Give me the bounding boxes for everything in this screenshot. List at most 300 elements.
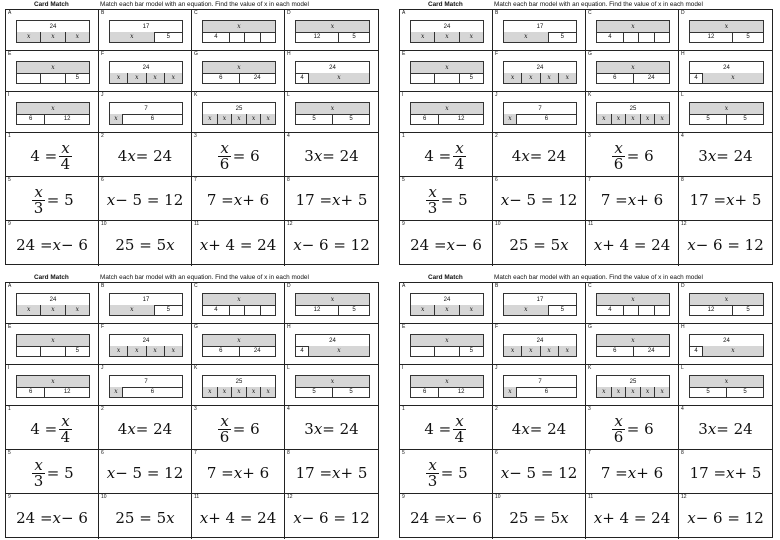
equation-card[interactable] bbox=[285, 450, 378, 494]
bar-model-card[interactable] bbox=[586, 365, 679, 406]
bar-segment: x bbox=[17, 376, 89, 387]
equation bbox=[679, 221, 772, 266]
bar-model-card[interactable] bbox=[400, 283, 493, 324]
bar-parts-row bbox=[110, 387, 182, 397]
equation-right: − 6 bbox=[61, 509, 88, 527]
bar-model bbox=[202, 102, 276, 125]
card-label: 8 bbox=[681, 177, 684, 183]
bar-model-card[interactable] bbox=[6, 324, 99, 365]
bar-parts-row bbox=[411, 387, 483, 397]
bar-model bbox=[596, 61, 670, 84]
equation-card[interactable] bbox=[679, 133, 772, 177]
bar-segment: x bbox=[411, 62, 483, 73]
bar-segment: x bbox=[522, 73, 540, 83]
equation-card[interactable] bbox=[586, 406, 679, 450]
equation-right: − 6 = 12 bbox=[695, 236, 764, 254]
bar-segment: x bbox=[66, 305, 89, 315]
bar-model bbox=[295, 375, 370, 398]
bar-segment: 12 bbox=[690, 32, 733, 42]
worksheet-title: Card Match bbox=[34, 274, 69, 281]
fraction bbox=[32, 455, 44, 490]
bar-segment: 24 bbox=[49, 23, 57, 30]
bar-segment: x bbox=[504, 346, 522, 356]
equation-card[interactable] bbox=[493, 177, 586, 221]
bar-segment: x bbox=[522, 346, 540, 356]
equation-card[interactable] bbox=[400, 406, 493, 450]
bar-segment: 4 bbox=[296, 346, 309, 356]
variable: x bbox=[34, 182, 43, 201]
variable: x bbox=[521, 420, 530, 438]
bar-segment: x bbox=[411, 32, 435, 42]
equation-card[interactable] bbox=[586, 221, 679, 266]
bar-model-card[interactable] bbox=[99, 365, 192, 406]
bar-model-card[interactable] bbox=[99, 283, 192, 324]
equation bbox=[192, 221, 284, 266]
bar-parts-row bbox=[504, 73, 576, 83]
bar-model-card[interactable] bbox=[6, 365, 99, 406]
variable: x bbox=[52, 509, 61, 527]
equation-card[interactable] bbox=[400, 494, 493, 539]
variable: x bbox=[560, 509, 569, 527]
equation-card[interactable] bbox=[99, 177, 192, 221]
bar-model-card[interactable] bbox=[285, 10, 378, 51]
bar-model-card[interactable] bbox=[493, 324, 586, 365]
bar-segment: 24 bbox=[443, 23, 451, 30]
equation-left: 17 = bbox=[689, 464, 727, 482]
bar-parts-row bbox=[17, 346, 89, 356]
equation-card[interactable] bbox=[285, 494, 378, 539]
variable: x bbox=[446, 509, 455, 527]
bar-parts-row bbox=[690, 114, 763, 124]
worksheet-copy bbox=[394, 0, 774, 265]
bar-model-card[interactable] bbox=[679, 365, 772, 406]
equation-card[interactable] bbox=[285, 133, 378, 177]
bar-segment: x bbox=[626, 387, 641, 397]
bar-segment bbox=[411, 346, 435, 356]
bar-segment: 4 bbox=[597, 32, 624, 42]
variable: x bbox=[199, 236, 209, 254]
bar-model bbox=[596, 20, 670, 43]
bar-model-card[interactable] bbox=[493, 365, 586, 406]
equation-right: = 5 bbox=[46, 464, 74, 482]
card-label: I bbox=[8, 92, 10, 98]
card-label: I bbox=[402, 92, 404, 98]
equation-card[interactable] bbox=[679, 221, 772, 266]
equation bbox=[6, 177, 98, 220]
bar-segment: 5 bbox=[690, 114, 727, 124]
card-label: 1 bbox=[402, 133, 405, 139]
equation-card[interactable] bbox=[586, 133, 679, 177]
equation-card[interactable] bbox=[6, 177, 99, 221]
equation-card[interactable] bbox=[192, 177, 285, 221]
bar-model bbox=[410, 61, 484, 84]
bar-model-card[interactable] bbox=[6, 51, 99, 92]
variable: x bbox=[707, 147, 717, 165]
bar-parts-row bbox=[690, 346, 763, 356]
card-label: 5 bbox=[8, 177, 11, 183]
bar-model-card[interactable] bbox=[99, 51, 192, 92]
equation-card[interactable] bbox=[493, 133, 586, 177]
bar-model-card[interactable] bbox=[400, 365, 493, 406]
bar-segment: x bbox=[41, 305, 65, 315]
bar-segment: 24 bbox=[723, 337, 730, 344]
equation-card[interactable] bbox=[6, 406, 99, 450]
bar-segment: x bbox=[147, 346, 165, 356]
equation-card[interactable] bbox=[493, 494, 586, 539]
equation-card[interactable] bbox=[99, 450, 192, 494]
bar-model-card[interactable] bbox=[285, 283, 378, 324]
fraction-denominator: 4 bbox=[454, 154, 465, 173]
bar-parts-row bbox=[110, 346, 182, 356]
bar-segment: 5 bbox=[166, 307, 171, 313]
bar-segment: 5 bbox=[352, 307, 356, 313]
bar-segment: 5 bbox=[690, 387, 727, 397]
variable: x bbox=[614, 138, 623, 157]
card-label: 1 bbox=[402, 406, 405, 412]
bar-model-card[interactable] bbox=[6, 10, 99, 51]
bar-model-card[interactable] bbox=[679, 324, 772, 365]
bar-segment bbox=[41, 346, 65, 356]
equation-right: = 24 bbox=[135, 420, 173, 438]
bar-parts-row bbox=[17, 73, 89, 83]
bar-segment: x bbox=[703, 73, 763, 83]
bar-model-card[interactable] bbox=[6, 92, 99, 133]
variable: x bbox=[233, 464, 243, 482]
equation-card[interactable] bbox=[493, 406, 586, 450]
bar-segment: 7 bbox=[538, 105, 542, 112]
bar-segment: 6 bbox=[411, 114, 439, 124]
bar-segment: 12 bbox=[63, 116, 71, 122]
variable: x bbox=[687, 236, 696, 254]
bar-segment: x bbox=[612, 387, 627, 397]
equation bbox=[99, 177, 191, 220]
equation-card[interactable] bbox=[285, 177, 378, 221]
equation-card[interactable] bbox=[6, 221, 99, 266]
bar-segment: x bbox=[128, 346, 146, 356]
bar-model-card[interactable] bbox=[586, 92, 679, 133]
equation-card[interactable] bbox=[99, 494, 192, 539]
bar-segment: 12 bbox=[296, 305, 339, 315]
equation bbox=[285, 221, 378, 266]
bar-segment bbox=[624, 305, 639, 315]
card-label: K bbox=[588, 92, 592, 98]
bar-parts-row bbox=[296, 114, 369, 124]
bar-segment: 6 bbox=[544, 116, 549, 122]
bar-segment: 12 bbox=[457, 389, 465, 395]
card-label: J bbox=[495, 365, 498, 371]
fraction bbox=[59, 138, 71, 173]
card-label: G bbox=[588, 324, 592, 330]
variable: x bbox=[500, 191, 510, 209]
bar-parts-row bbox=[203, 73, 275, 83]
equation-card[interactable] bbox=[192, 494, 285, 539]
bar-parts-row bbox=[597, 305, 669, 315]
card-label: D bbox=[681, 10, 685, 16]
equation-right: + 5 bbox=[340, 464, 368, 482]
equation-card[interactable] bbox=[6, 494, 99, 539]
fraction bbox=[426, 182, 438, 217]
bar-segment: x bbox=[261, 387, 275, 397]
bar-model-card[interactable] bbox=[679, 51, 772, 92]
bar-parts-row bbox=[17, 387, 89, 397]
equation-card[interactable] bbox=[285, 406, 378, 450]
bar-segment: x bbox=[203, 21, 275, 32]
equation bbox=[99, 133, 191, 176]
bar-model-card[interactable] bbox=[192, 92, 285, 133]
bar-segment: 5 bbox=[743, 116, 747, 122]
bar-segment: 24 bbox=[647, 75, 655, 81]
bar-model bbox=[109, 102, 183, 125]
bar-parts-row bbox=[690, 73, 763, 83]
bar-segment: x bbox=[504, 387, 517, 397]
bar-parts-row bbox=[17, 114, 89, 124]
bar-model-card[interactable] bbox=[400, 324, 493, 365]
card-label: 12 bbox=[287, 221, 293, 227]
equation-card[interactable] bbox=[99, 406, 192, 450]
bar-segment: x bbox=[504, 73, 522, 83]
bar-segment: x bbox=[641, 387, 656, 397]
bar-parts-row bbox=[597, 32, 669, 42]
bar-segment: 6 bbox=[17, 114, 45, 124]
bar-segment: x bbox=[612, 114, 627, 124]
bar-segment: 6 bbox=[544, 389, 549, 395]
equation bbox=[99, 450, 191, 493]
bar-segment: 12 bbox=[690, 305, 733, 315]
equation-left: 25 = 5 bbox=[115, 509, 167, 527]
bar-model-card[interactable] bbox=[493, 92, 586, 133]
bar-parts-row bbox=[411, 73, 483, 83]
equation bbox=[493, 221, 585, 266]
bar-parts-row bbox=[110, 114, 182, 124]
bar-model bbox=[202, 293, 276, 316]
bar-model-card[interactable] bbox=[493, 51, 586, 92]
bar-segment: x bbox=[165, 73, 182, 83]
equation bbox=[400, 406, 492, 449]
equation-card[interactable] bbox=[99, 133, 192, 177]
card-label: 6 bbox=[101, 177, 104, 183]
bar-model-card[interactable] bbox=[586, 51, 679, 92]
card-label: 6 bbox=[495, 177, 498, 183]
card-label: K bbox=[194, 92, 198, 98]
bar-parts-row bbox=[690, 32, 763, 42]
equation-card[interactable] bbox=[679, 177, 772, 221]
card-label: H bbox=[681, 51, 685, 57]
variable: x bbox=[166, 236, 175, 254]
bar-model-card[interactable] bbox=[285, 51, 378, 92]
bar-segment: 24 bbox=[443, 296, 451, 303]
bar-model bbox=[109, 61, 183, 84]
equation bbox=[586, 450, 678, 493]
equation-left: 4 = bbox=[30, 147, 58, 165]
card-label: 9 bbox=[402, 494, 405, 500]
equation-card[interactable] bbox=[285, 221, 378, 266]
bar-model-card[interactable] bbox=[586, 10, 679, 51]
bar-model-card[interactable] bbox=[192, 324, 285, 365]
equation-card[interactable] bbox=[679, 450, 772, 494]
equation-left: 4 bbox=[511, 147, 522, 165]
bar-model-card[interactable] bbox=[99, 92, 192, 133]
equation-right: = 24 bbox=[529, 420, 567, 438]
variable: x bbox=[726, 191, 735, 209]
card-label: F bbox=[495, 324, 499, 330]
bar-segment: x bbox=[110, 387, 123, 397]
fraction-denominator: 3 bbox=[427, 471, 438, 490]
card-label: 5 bbox=[402, 177, 405, 183]
equation-card[interactable] bbox=[679, 406, 772, 450]
variable: x bbox=[106, 191, 116, 209]
equation-right: − 5 = 12 bbox=[115, 464, 184, 482]
bar-model-card[interactable] bbox=[493, 283, 586, 324]
equation-card[interactable] bbox=[192, 133, 285, 177]
bar-segment: x bbox=[655, 387, 669, 397]
bar-segment: 25 bbox=[629, 378, 637, 385]
card-label: H bbox=[287, 324, 291, 330]
card-label: 4 bbox=[681, 406, 684, 412]
card-label: 2 bbox=[101, 133, 104, 139]
card-label: B bbox=[101, 10, 105, 16]
card-label: B bbox=[495, 10, 499, 16]
bar-segment: x bbox=[597, 114, 612, 124]
card-label: 10 bbox=[101, 494, 107, 500]
bar-model-card[interactable] bbox=[192, 51, 285, 92]
bar-model-card[interactable] bbox=[192, 283, 285, 324]
bar-segment: x bbox=[232, 387, 247, 397]
card-label: 4 bbox=[287, 133, 290, 139]
card-label: E bbox=[402, 51, 406, 57]
bar-segment: x bbox=[435, 32, 459, 42]
equation-left: 4 bbox=[117, 420, 128, 438]
variable: x bbox=[446, 236, 455, 254]
equation bbox=[493, 450, 585, 493]
equation bbox=[400, 450, 492, 493]
bar-model-card[interactable] bbox=[192, 10, 285, 51]
bar-model-card[interactable] bbox=[679, 92, 772, 133]
bar-segment: 5 bbox=[75, 348, 79, 354]
equation bbox=[99, 406, 191, 449]
card-label: C bbox=[194, 283, 198, 289]
bar-model-card[interactable] bbox=[586, 324, 679, 365]
bar-segment bbox=[261, 305, 275, 315]
bar-model-card[interactable] bbox=[192, 365, 285, 406]
bar-model-card[interactable] bbox=[6, 283, 99, 324]
bar-model-card[interactable] bbox=[99, 10, 192, 51]
bar-model bbox=[295, 102, 370, 125]
equation-left: 17 = bbox=[689, 191, 727, 209]
bar-model-card[interactable] bbox=[285, 92, 378, 133]
equation-card[interactable] bbox=[400, 221, 493, 266]
bar-segment: x bbox=[261, 114, 275, 124]
card-label: D bbox=[287, 283, 291, 289]
bar-parts-row bbox=[411, 346, 483, 356]
bar-model bbox=[16, 20, 90, 43]
bar-segment: x bbox=[309, 73, 369, 83]
variable: x bbox=[61, 138, 70, 157]
equation-card[interactable] bbox=[679, 494, 772, 539]
equation-card[interactable] bbox=[586, 450, 679, 494]
card-label: 10 bbox=[101, 221, 107, 227]
bar-segment: x bbox=[641, 114, 656, 124]
bar-segment: x bbox=[541, 346, 559, 356]
equation-left: 17 = bbox=[295, 191, 333, 209]
equation-card[interactable] bbox=[493, 221, 586, 266]
equation-card[interactable] bbox=[6, 450, 99, 494]
equation-card[interactable] bbox=[6, 133, 99, 177]
bar-model-card[interactable] bbox=[285, 324, 378, 365]
bar-model-card[interactable] bbox=[285, 365, 378, 406]
equation-left: 4 bbox=[511, 420, 522, 438]
bar-model-card[interactable] bbox=[400, 10, 493, 51]
bar-segment: 5 bbox=[746, 34, 750, 40]
variable: x bbox=[707, 420, 717, 438]
bar-model-card[interactable] bbox=[400, 51, 493, 92]
bar-model-card[interactable] bbox=[679, 10, 772, 51]
bar-segment: x bbox=[559, 73, 576, 83]
card-label: 12 bbox=[681, 221, 687, 227]
bar-segment bbox=[435, 73, 459, 83]
bar-model-card[interactable] bbox=[586, 283, 679, 324]
worksheet-header bbox=[394, 273, 774, 282]
bar-parts-row bbox=[504, 387, 576, 397]
bar-segment: 24 bbox=[536, 337, 544, 344]
bar-model-card[interactable] bbox=[99, 324, 192, 365]
bar-segment: x bbox=[559, 346, 576, 356]
card-label: 11 bbox=[194, 221, 200, 227]
bar-model-card[interactable] bbox=[400, 92, 493, 133]
card-label: G bbox=[588, 51, 592, 57]
equation-card[interactable] bbox=[192, 450, 285, 494]
equation-left: 17 = bbox=[295, 464, 333, 482]
bar-segment: x bbox=[411, 376, 483, 387]
card-label: I bbox=[8, 365, 10, 371]
equation bbox=[6, 406, 98, 449]
bar-parts-row bbox=[110, 73, 182, 83]
bar-segment: x bbox=[296, 376, 369, 387]
worksheet-instructions: Match each bar model with an equation. Find the value of x in each model bbox=[100, 274, 309, 281]
bar-segment: 6 bbox=[203, 346, 240, 356]
equation-card[interactable] bbox=[586, 494, 679, 539]
equation-right: + 6 bbox=[242, 191, 270, 209]
equation-card[interactable] bbox=[400, 177, 493, 221]
equation-left: 25 = 5 bbox=[509, 236, 561, 254]
card-label: 3 bbox=[588, 133, 591, 139]
variable: x bbox=[500, 464, 510, 482]
equation-card[interactable] bbox=[586, 177, 679, 221]
bar-segment: 17 bbox=[142, 296, 150, 303]
equation-right: + 5 bbox=[734, 464, 762, 482]
bar-model-card[interactable] bbox=[679, 283, 772, 324]
equation-card[interactable] bbox=[192, 221, 285, 266]
equation-card[interactable] bbox=[493, 450, 586, 494]
card-label: G bbox=[194, 51, 198, 57]
equation-card[interactable] bbox=[400, 133, 493, 177]
card-label: 5 bbox=[8, 450, 11, 456]
bar-parts-row bbox=[110, 32, 182, 42]
bar-segment: x bbox=[110, 346, 128, 356]
equation-card[interactable] bbox=[192, 406, 285, 450]
bar-model bbox=[16, 334, 90, 357]
variable: x bbox=[627, 464, 637, 482]
variable: x bbox=[627, 191, 637, 209]
equation-card[interactable] bbox=[99, 221, 192, 266]
equation-left: 4 = bbox=[424, 147, 452, 165]
card-label: D bbox=[287, 10, 291, 16]
bar-model-card[interactable] bbox=[493, 10, 586, 51]
bar-model bbox=[596, 334, 670, 357]
equation-card[interactable] bbox=[400, 450, 493, 494]
equation bbox=[400, 494, 492, 539]
equation bbox=[285, 177, 378, 220]
bar-parts-row bbox=[690, 387, 763, 397]
